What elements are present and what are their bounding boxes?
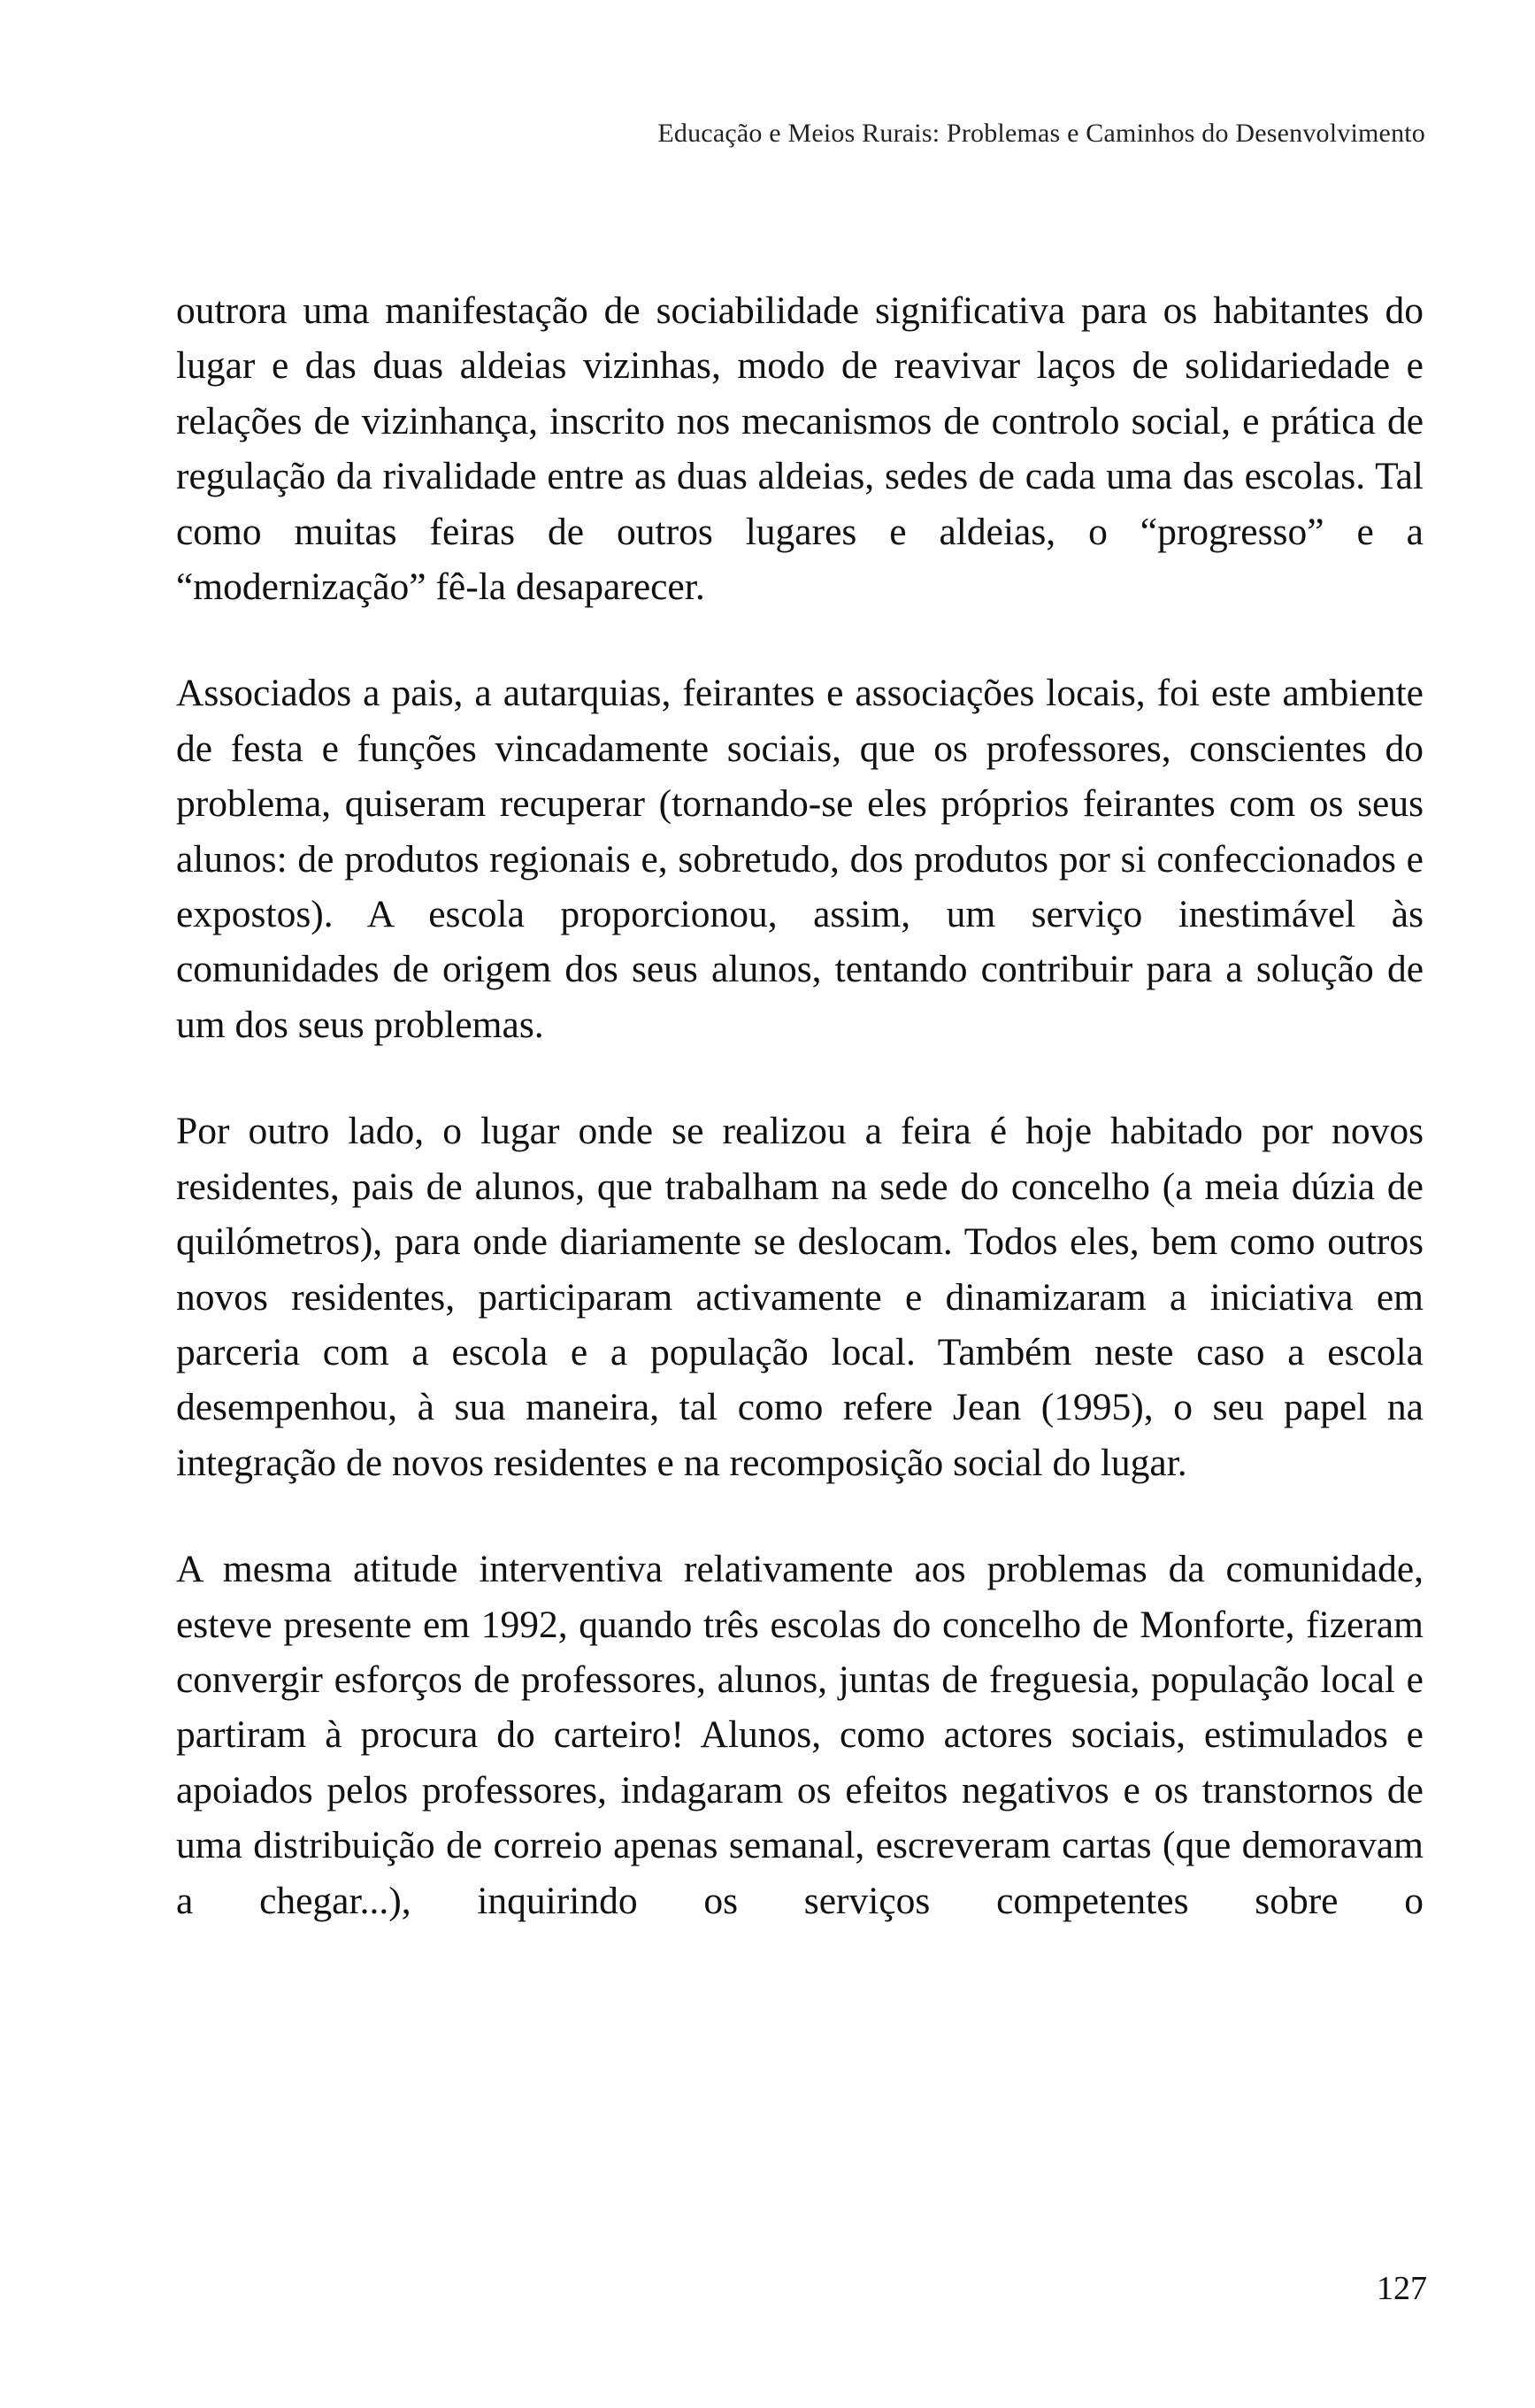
page-number: 127 xyxy=(1377,2270,1427,2307)
paragraph-1: outrora uma manifestação de sociabilidade significativa para os habitantes do lugar e das duas aldeias vizinhas, modo de reavivar laços de solidariedade e relações de vizinhança, inscrito nos mecanismos de controlo social, e prática de regulação da rivalidade entre as duas aldeias, sedes de cada uma das escolas. Tal como muitas feiras de outros lugares e aldeias, o “progresso” e a “modernização” fê-la desaparecer. xyxy=(176,289,1424,609)
body-text xyxy=(176,283,1424,1928)
paragraph-2: Associados a pais, a autarquias, feirantes e associações locais, foi este ambiente de festa e funções vincadamente sociais, que os professores, conscientes do problema, quiseram recuperar (tornando-se eles próprios feirantes com os seus alunos: de produtos regionais e, sobretudo, dos produtos por si confeccionados e expostos). A escola proporcionou, assim, um serviço inestimável às comunidades de origem dos seus alunos, tentando contribuir para a solução de um dos seus problemas. xyxy=(176,672,1424,1046)
paragraph-4: A mesma atitude interventiva relativamente aos problemas da comunidade, esteve presente em 1992, quando três escolas do concelho de Monforte, fizeram convergir esforços de professores, alunos, juntas de freguesia, população local e partiram à procura do carteiro! Alunos, como actores sociais, estimulados e apoiados pelos professores, indagaram os efeitos negativos e os transtornos de uma distribuição de correio apenas semanal, escreveram cartas (que demoravam a chegar...), inquirindo os serviços competentes sobre o xyxy=(176,1548,1424,1922)
running-header: Educação e Meios Rurais: Problemas e Caminhos do Desenvolvimento xyxy=(657,119,1425,148)
paragraph-3: Por outro lado, o lugar onde se realizou a feira é hoje habitado por novos residentes, pais de alunos, que trabalham na sede do concelho (a meia dúzia de quilómetros), para onde diariamente se deslocam. Todos eles, bem como outros novos residentes, participaram activamente e dinamizaram a iniciativa em parceria com a escola e a população local. Também neste caso a escola desempenhou, à sua maneira, tal como refere Jean (1995), o seu papel na integração de novos residentes e na recomposição social do lugar. xyxy=(176,1110,1424,1484)
